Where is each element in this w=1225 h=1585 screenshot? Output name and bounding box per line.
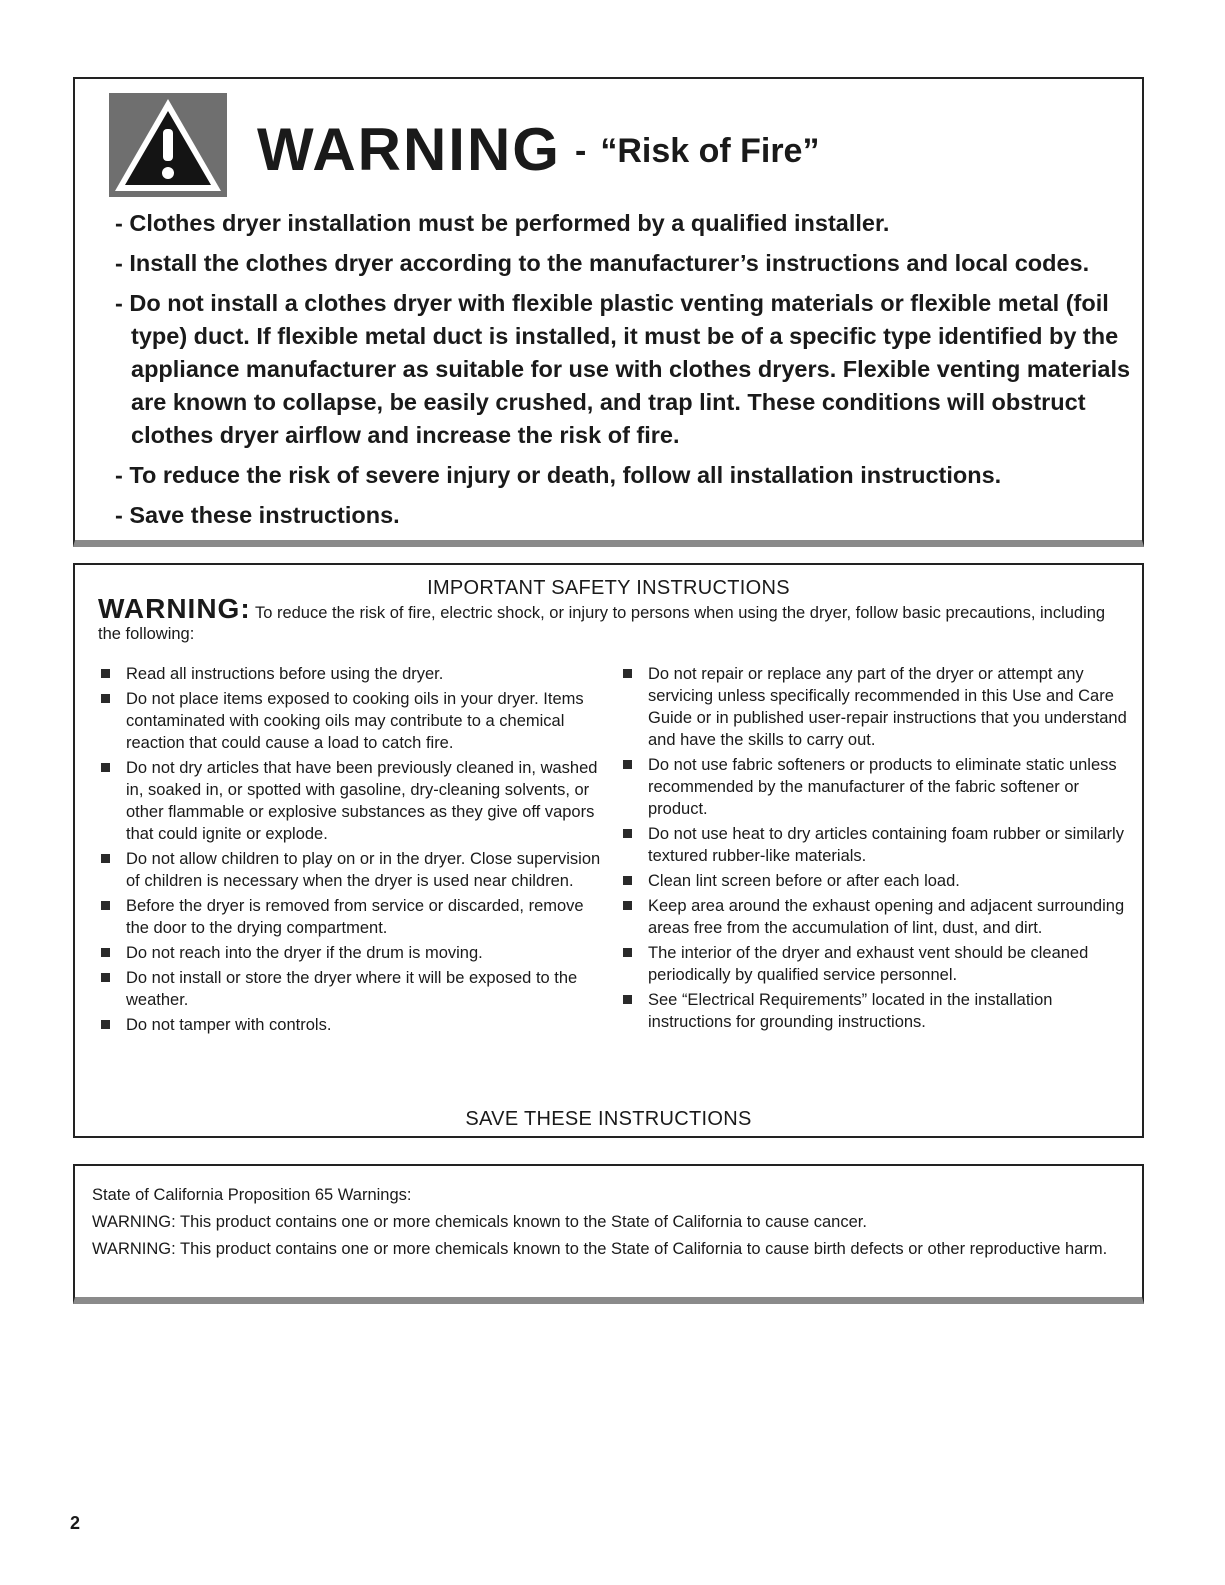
list-item-text: Do not repair or replace any part of the dryer or attempt any servicing unless specifically recommended in this Use and Care Guide or in published user-repair instructions that you understand and have the skills to carry out. [648, 665, 1127, 749]
square-bullet-icon [623, 669, 632, 678]
list-item [100, 942, 610, 964]
fire-warning-item: - To reduce the risk of severe injury or death, follow all installation instructions. [115, 462, 1002, 488]
prop65-heading: State of California Proposition 65 Warnings: [92, 1186, 412, 1204]
warning-subtitle: “Risk of Fire” [600, 132, 820, 170]
square-bullet-icon [101, 854, 110, 863]
list-item [622, 895, 1132, 939]
fire-warning-box [73, 77, 1144, 547]
list-item-text: Do not tamper with controls. [126, 1016, 332, 1034]
fire-warning-item: - Clothes dryer installation must be performed by a qualified installer. [115, 210, 890, 236]
list-item-text: Do not install or store the dryer where it will be exposed to the weather. [126, 969, 578, 1009]
list-item-text: Do not dry articles that have been previously cleaned in, washed in, soaked in, or spotted with gasoline, dry-cleaning solvents, or other flammable or explosive substances as they give off vapors that could ignite or explode. [126, 759, 598, 843]
safety-instructions-box [73, 563, 1144, 1138]
list-item-text: See “Electrical Requirements” located in the installation instructions for grounding instructions. [648, 991, 1053, 1031]
square-bullet-icon [623, 876, 632, 885]
fire-warning-list [115, 207, 1135, 539]
prop65-content [92, 1184, 1132, 1265]
list-item-text: Do not reach into the dryer if the drum is moving. [126, 944, 483, 962]
fire-warning-item: - Save these instructions. [115, 502, 400, 528]
safety-title: IMPORTANT SAFETY INSTRUCTIONS [427, 577, 790, 599]
page-number: 2 [70, 1513, 81, 1533]
list-item [100, 1014, 610, 1036]
fire-warning-item: - Do not install a clothes dryer with flexible plastic venting materials or flexible metal (foil type) duct. If flexible metal duct is installed, it must be of a specific type identified by the appliance manufacturer as suitable for use with clothes dryers. Flexible venting materials are known to collapse, be easily crushed, and trap lint. These conditions will obstruct clothes dryer airflow and increase the risk of fire. [115, 290, 1131, 448]
list-item-text: Keep area around the exhaust opening and adjacent surrounding areas free from the accumulation of lint, dust, and dirt. [648, 897, 1125, 937]
list-item [622, 870, 1132, 892]
warning-dash: - [574, 132, 587, 170]
list-item [100, 848, 610, 892]
list-item [100, 757, 610, 845]
warning-triangle-icon [109, 93, 227, 197]
prop65-warning: WARNING: This product contains one or more chemicals known to the State of California to cause cancer. [92, 1213, 867, 1231]
list-item [622, 823, 1132, 867]
warning-word: WARNING [257, 116, 561, 183]
square-bullet-icon [101, 901, 110, 910]
square-bullet-icon [101, 1020, 110, 1029]
square-bullet-icon [623, 829, 632, 838]
intro-warning-label: WARNING: [98, 593, 251, 624]
square-bullet-icon [623, 760, 632, 769]
list-item [622, 754, 1132, 820]
prop65-box [73, 1164, 1144, 1304]
square-bullet-icon [101, 948, 110, 957]
list-item [100, 688, 610, 754]
square-bullet-icon [623, 948, 632, 957]
warning-heading [257, 115, 819, 184]
square-bullet-icon [101, 694, 110, 703]
safety-list-left [100, 663, 610, 1039]
list-item-text: Do not allow children to play on or in the dryer. Close supervision of children is necessary when the dryer is used near children. [126, 850, 601, 890]
square-bullet-icon [101, 973, 110, 982]
list-item-text: Do not place items exposed to cooking oils in your dryer. Items contaminated with cooking oils may contribute to a chemical reaction that could cause a load to catch fire. [126, 690, 584, 752]
list-item-text: The interior of the dryer and exhaust vent should be cleaned periodically by qualified service personnel. [648, 944, 1089, 984]
list-item-text: Do not use fabric softeners or products to eliminate static unless recommended by the manufacturer of the fabric softener or product. [648, 756, 1117, 818]
safety-intro [98, 593, 1128, 645]
square-bullet-icon [101, 669, 110, 678]
save-instructions-label: SAVE THESE INSTRUCTIONS [465, 1108, 752, 1130]
square-bullet-icon [623, 901, 632, 910]
fire-warning-item: - Install the clothes dryer according to the manufacturer’s instructions and local codes. [115, 250, 1090, 276]
list-item [622, 989, 1132, 1033]
list-item [100, 895, 610, 939]
intro-text: To reduce the risk of fire, electric shock, or injury to persons when using the dryer, follow basic precautions, including the following: [98, 604, 1106, 643]
list-item [100, 967, 610, 1011]
prop65-warning: WARNING: This product contains one or more chemicals known to the State of California to cause birth defects or other reproductive harm. [92, 1240, 1108, 1258]
square-bullet-icon [101, 763, 110, 772]
list-item [622, 663, 1132, 751]
square-bullet-icon [623, 995, 632, 1004]
list-item-text: Before the dryer is removed from service or discarded, remove the door to the drying compartment. [126, 897, 584, 937]
list-item-text: Do not use heat to dry articles containing foam rubber or similarly textured rubber-like materials. [648, 825, 1124, 865]
list-item [622, 942, 1132, 986]
list-item-text: Read all instructions before using the dryer. [126, 665, 444, 683]
safety-list-right [622, 663, 1132, 1036]
list-item [100, 663, 610, 685]
list-item-text: Clean lint screen before or after each load. [648, 872, 960, 890]
